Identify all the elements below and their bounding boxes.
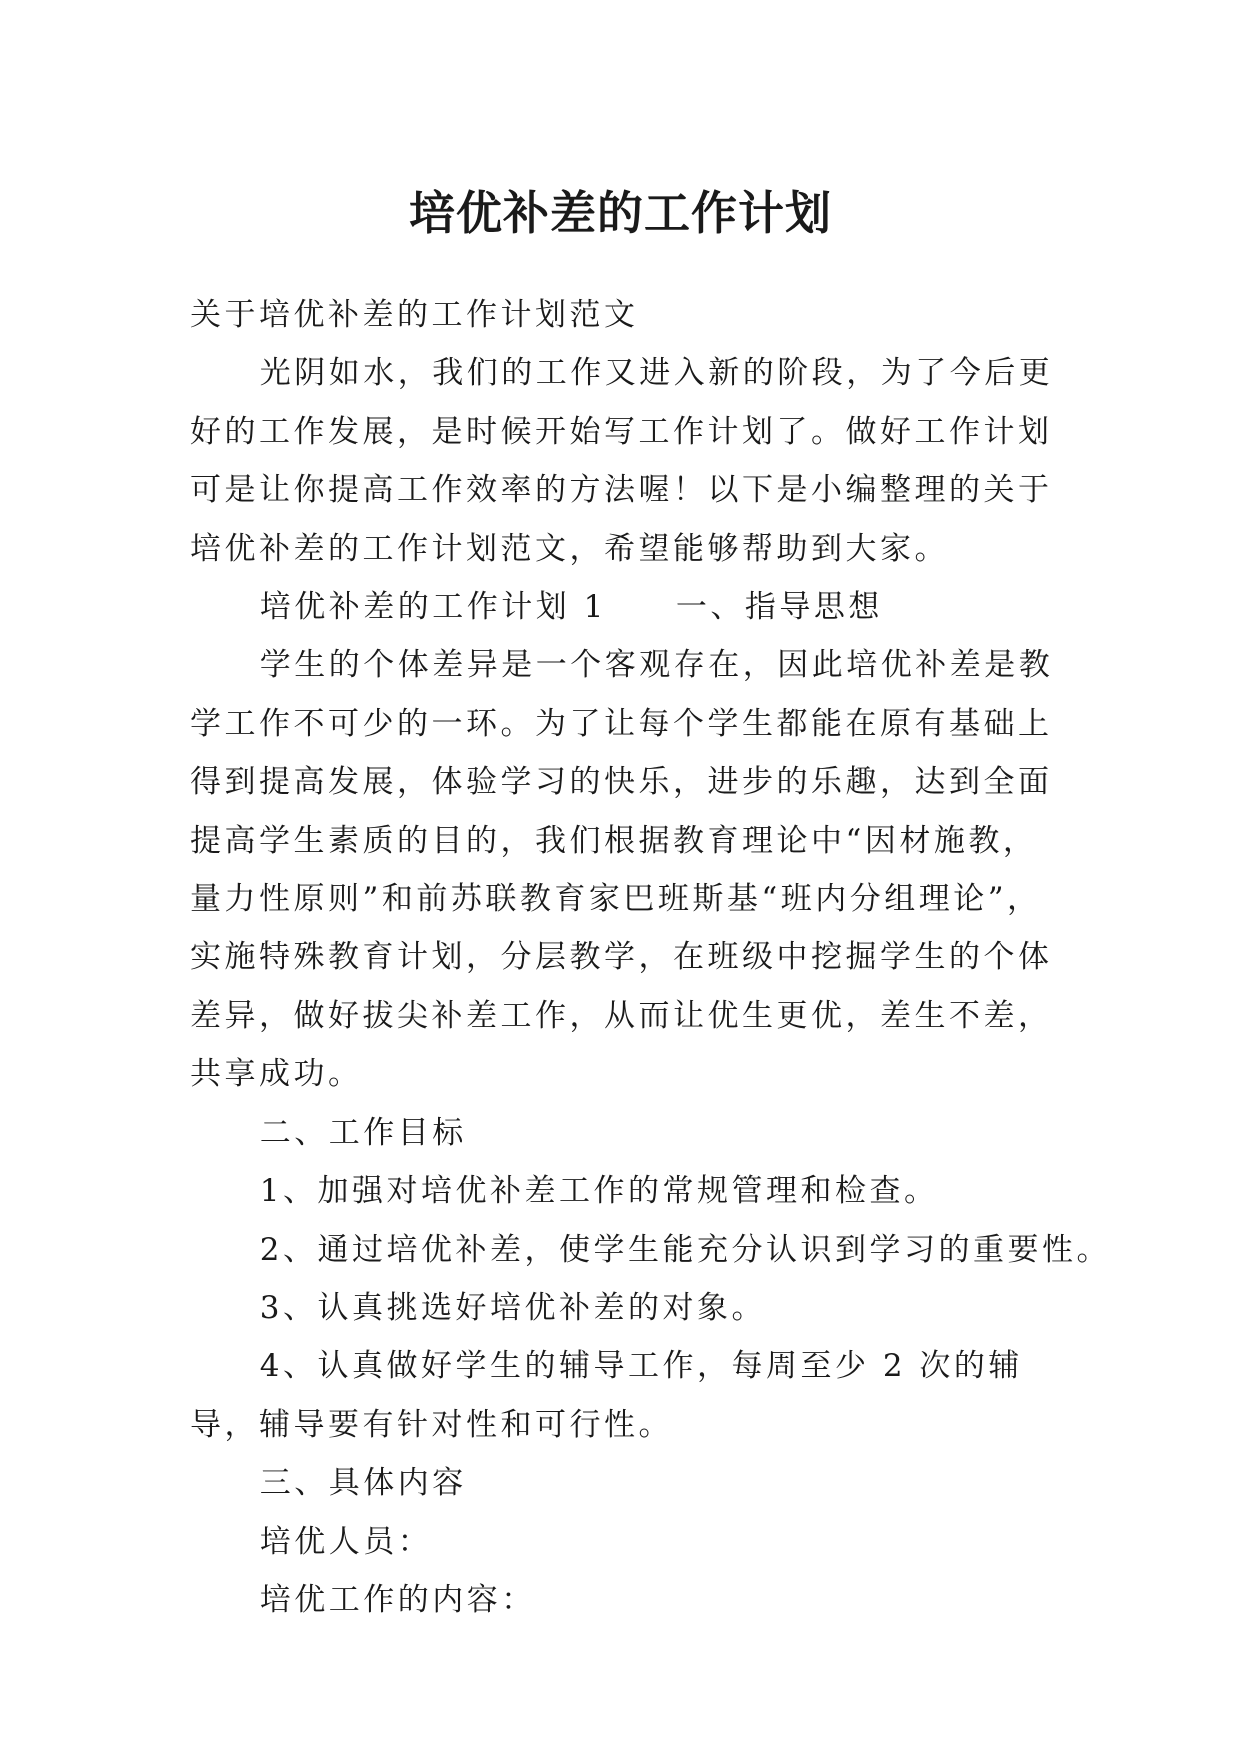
goal-item-2: 2、通过培优补差，使学生能充分认识到学习的重要性。 [259,1231,1111,1268]
document-title: 培优补差的工作计划 [409,185,832,240]
document-body [190,286,1111,1629]
paragraph-staff: 培优人员： [259,1523,433,1560]
section-heading-goals: 二、工作目标 [259,1114,467,1151]
goal-item-3: 3、认真挑选好培优补差的对象。 [259,1289,766,1326]
paragraph-plan-heading: 培优补差的工作计划 1 一、指导思想 [259,589,883,626]
goal-item-4: 4、认真做好学生的辅导工作，每周至少 2 次的辅导，辅导要有针对性和可行性。 [190,1348,1023,1443]
paragraph-intro: 光阴如水，我们的工作又进入新的阶段，为了今后更好的工作发展，是时候开始写工作计划了。做好工作计划可是让你提高工作效率的方法喔！以下是小编整理的关于培优补差的工作计划范文，希望能够帮助到大家。 [190,355,1054,567]
section-heading-content: 三、具体内容 [259,1465,467,1502]
paragraph-work-content: 培优工作的内容： [259,1581,536,1618]
paragraph-subtitle: 关于培优补差的工作计划范文 [190,297,639,333]
goal-item-1: 1、加强对培优补差工作的常规管理和检查。 [259,1173,939,1210]
paragraph-guiding-idea: 学生的个体差异是一个客观存在，因此培优补差是教学工作不可少的一环。为了让每个学生都能在原有基础上得到提高发展，体验学习的快乐，进步的乐趣，达到全面提高学生素质的目的，我们根据教育理论中“因材施教，量力性原则”和前苏联教育家巴班斯基“班内分组理论”，实施特殊教育计划，分层教学，在班级中挖掘学生的个体差异，做好拔尖补差工作，从而让优生更优，差生不差，共享成功。 [190,647,1054,1093]
